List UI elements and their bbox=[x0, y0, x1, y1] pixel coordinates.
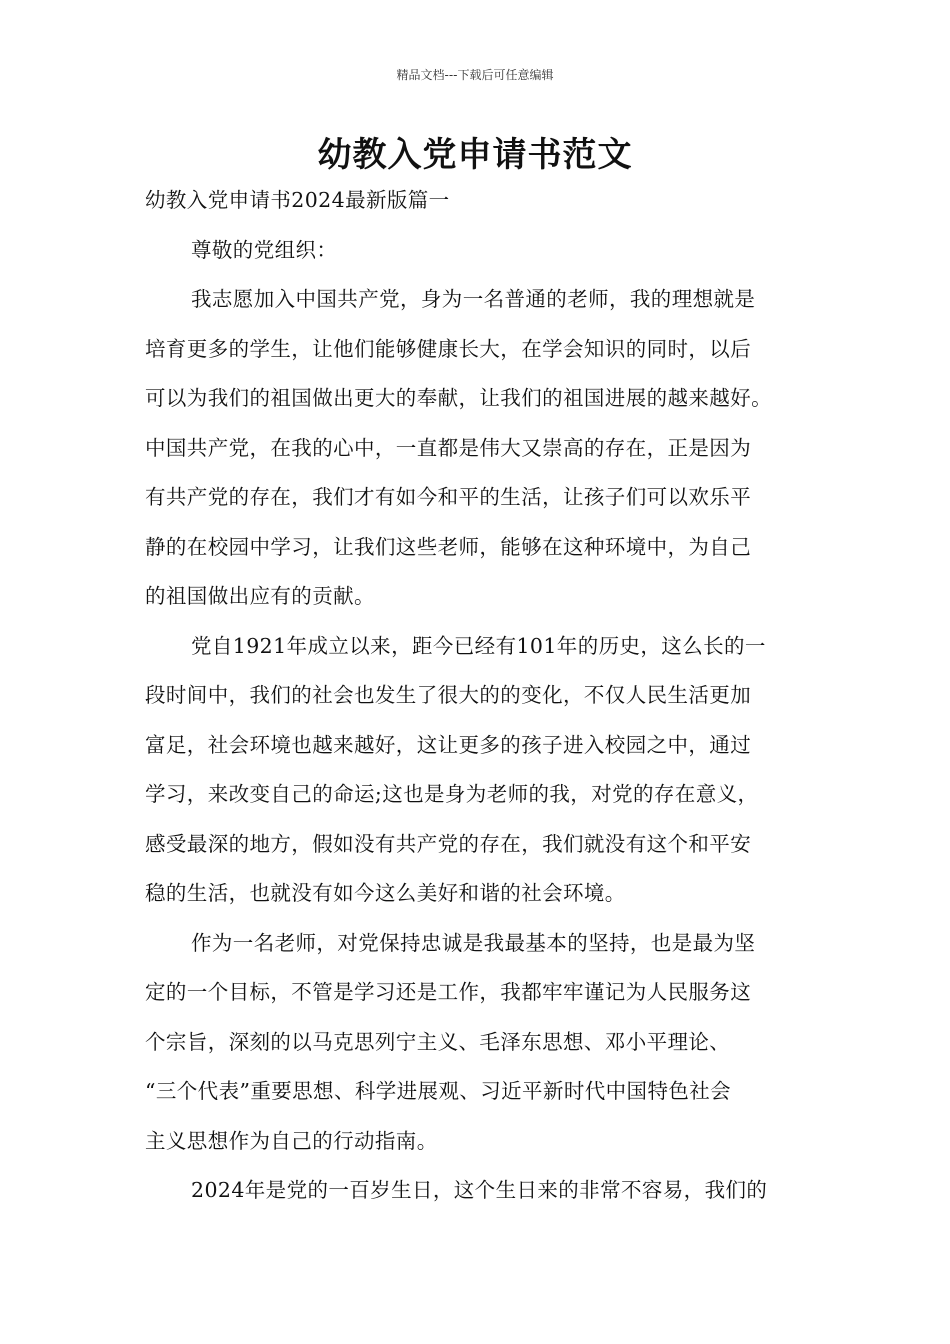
body-text-line: 感受最深的地方，假如没有共产党的存在，我们就没有这个和平安 bbox=[145, 831, 752, 856]
body-text-line: 段时间中，我们的社会也发生了很大的的变化，不仅人民生活更加 bbox=[145, 683, 752, 707]
body-text-line: 党自1921年成立以来，距今已经有101年的历史，这么长的一 bbox=[191, 633, 766, 658]
document-body bbox=[145, 180, 810, 1220]
document-title: 幼教入党申请书范文 bbox=[317, 135, 633, 175]
body-text-line: 的祖国做出应有的贡献。 bbox=[145, 584, 375, 608]
body-text-line: 稳的生活，也就没有如今这么美好和谐的社会环境。 bbox=[145, 881, 626, 905]
body-text-line: 幼教入党申请书2024最新版篇一 bbox=[145, 188, 450, 212]
body-text-line: 有共产党的存在，我们才有如今和平的生活，让孩子们可以欢乐平 bbox=[145, 485, 752, 509]
body-text-line: 主义思想作为自己的行动指南。 bbox=[145, 1128, 438, 1153]
body-text-line: 我志愿加入中国共产党，身为一名普通的老师，我的理想就是 bbox=[191, 287, 756, 311]
body-text-line: 2024年是党的一百岁生日，这个生日来的非常不容易，我们的 bbox=[191, 1178, 768, 1202]
header-note: 精品文档---下载后可任意编辑 bbox=[396, 68, 554, 82]
body-text-line: 定的一个目标，不管是学习还是工作，我都牢牢谨记为人民服务这 bbox=[145, 980, 752, 1004]
body-text-line: 可以为我们的祖国做出更大的奉献，让我们的祖国进展的越来越好。 bbox=[145, 386, 772, 410]
body-text-line: 学习，来改变自己的命运;这也是身为老师的我，对党的存在意义， bbox=[145, 782, 759, 806]
body-text-line: 中国共产党，在我的心中，一直都是伟大又崇高的存在，正是因为 bbox=[145, 435, 752, 460]
body-text-line: 富足，社会环境也越来越好，这让更多的孩子进入校园之中，通过 bbox=[145, 732, 752, 757]
body-text-line: “三个代表”重要思想、科学进展观、习近平新时代中国特色社会 bbox=[145, 1079, 732, 1103]
body-text-line: 尊敬的党组织： bbox=[191, 237, 338, 262]
body-text-line: 作为一名老师，对党保持忠诚是我最基本的坚持，也是最为坚 bbox=[191, 930, 756, 955]
body-text-line: 个宗旨，深刻的以马克思列宁主义、毛泽东思想、邓小平理论、 bbox=[145, 1029, 731, 1054]
body-text-line: 静的在校园中学习，让我们这些老师，能够在这种环境中，为自己 bbox=[145, 534, 752, 559]
body-text-line: 培育更多的学生，让他们能够健康长大，在学会知识的同时，以后 bbox=[145, 336, 752, 361]
